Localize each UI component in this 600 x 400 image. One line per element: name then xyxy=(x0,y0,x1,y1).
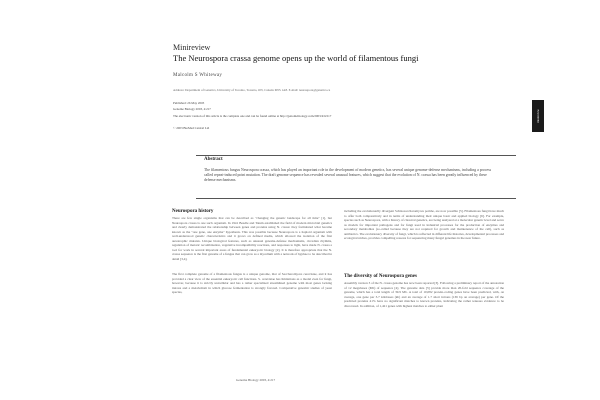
side-tab-label: minireview xyxy=(536,109,541,123)
journal-citation: Genome Biology 2003, 4:217 xyxy=(173,107,211,111)
author-affiliation: Address: Department of Genetics, University of Toronto, Toronto, ON, Canada M5S 1A8. E-mail: neurospora@genetics.ca xyxy=(173,88,331,92)
diversity-paragraph: Assembly version 3 of the N. crassa genome has now been reported [3]. Following a preliminary report of the annotation of 12 megabases (Mb) of sequence [4]. The genome data [3] provide more than 20-fold sequence coverage of the genome, which has a total length of 39.9 Mb. A total of 10,082 protein-coding genes have been predicted, with, on average, one gene per 3.7 kilobases (kb) and an average of 1.7 short introns (136 bp on average) per gene. Of the predicted proteins 41% have no significant matches to known proteins, indicating the rather tenuous evidence to be discovered. In addition, of 1,421 genes with highest matches to either plant xyxy=(344,281,504,308)
history-continued: including the evolutionarily divergent Schizosaccharomyces pombe, are now possible [5]. Filamentous fungi have much to offer both comparatively and in terms of understanding their unique basic and applied biology [6]. For example, species such as Neurospora, with a history of classical genetics, are being analyzed at a molecular genetic level and serve as models for important pathogens and for fungi used in industrial processes for the production of enzymes and secondary metabolites (so-called because they are not required for growth and maintenance of the cell), such as antibiotics. The evolutionary diversity of fungi, which is reflected in different life histories, developmental processes and ecological niches, provides compelling reasons for sequencing many fungal genomes in the near future. xyxy=(344,209,504,240)
history-paragraph-2: The first complete genome of a filamentous fungus is a unique genome, that of Saccharomyces cerevisiae, and it has provided a clear view of the essential eukaryotic cell functions. S. cerevisiae has limitations as a model even for fungi, however, because it is strictly unicellular and has a rather specialized streamlined genome with most genes lacking introns and a metabolism in which glucose fermentation is strongly favored. Comparative genomic studies of yeast species, xyxy=(172,272,332,294)
abstract-text: The filamentous fungus Neurospora crassa, which has played an important role in the development of modern genetics, has several unique genome-defense mechanisms, including a process called repeat-induced point mutation. The draft genome sequence has revealed several unusual features, which suggest that the evolution of N. crassa has been greatly influenced by these defense mechanisms. xyxy=(204,168,492,182)
online-version-note: The electronic version of this article is the complete one and can be found online at http://genomebiology.com/2003/4/6/217 xyxy=(173,114,332,118)
article-title: The Neurospora crassa genome opens up the world of filamentous fungi xyxy=(173,53,419,63)
published-date: Published: 26 May 2003 xyxy=(173,101,205,105)
page-footer: Genome Biology 2003, 4:217 xyxy=(236,378,276,382)
section-heading-diversity: The diversity of Neurospora genes xyxy=(344,274,417,279)
abstract-heading: Abstract xyxy=(204,157,223,162)
side-tab xyxy=(532,100,544,132)
history-paragraph-1: There are few single organisms that can be described as "changing the genetic landscape for all time" [1], but Neurospora crassa is one such organism. In 1941 Beadle and Tatum established the field of modern microbial genetics and clearly demonstrated the relationship between genes and proteins using N. crassa: they formulated what became known as the "one gene, one enzyme" hypothesis. This was possible because Neurospora is a haploid organism with well-understood genetic characteristics and it grows on defined media, which allowed the isolation of the first auxotrophic mutants. Unique biological features, such as unusual genome-defense mechanisms, circadian rhythms, regulation of meiotic recombination, vegetative incompatibility reactions, and responses to light, have made N. crassa a tool for work in several important areas of fundamental eukaryotic biology [2]. It is therefore appropriate that the N. crassa sequence is the first genome of a fungus that can grow as a mycelium with a network of hyphae to be described in detail [3,4]. xyxy=(172,216,332,261)
article-type: Minireview xyxy=(173,43,211,52)
section-heading-history: Neurospora history xyxy=(172,209,214,214)
copyright-notice: © 2003 BioMed Central Ltd xyxy=(173,126,210,130)
author-name: Malcolm S Whiteway xyxy=(173,73,223,78)
